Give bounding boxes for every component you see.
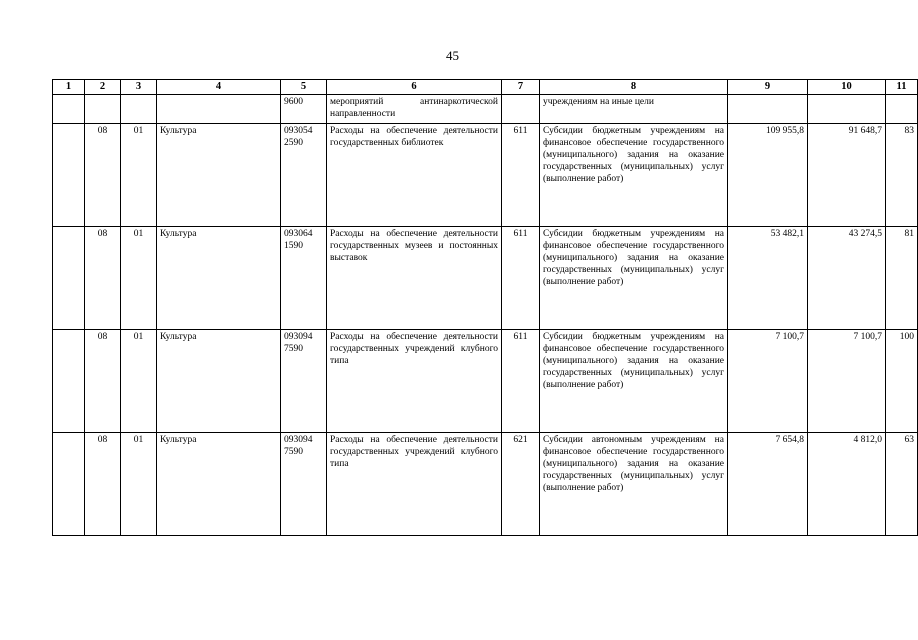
cell-description: Расходы на обеспечение деятельности государственных учреждений клубного типа — [327, 330, 502, 433]
cell-code — [281, 124, 327, 227]
col-header-11: 11 — [886, 80, 918, 95]
cell-section: 08 — [85, 227, 121, 330]
cell-subsection: 01 — [121, 330, 157, 433]
col-header-6: 6 — [327, 80, 502, 95]
cell-section: 08 — [85, 124, 121, 227]
cell-actual: 7 100,7 — [808, 330, 886, 433]
page-number: 45 — [446, 48, 459, 63]
cell-empty — [53, 433, 85, 536]
cell-recipient: Субсидии автономным учреждениям на финансовое обеспечение государственного (муниципального) задания на оказание государственных (муниципальных) услуг (выполнение работ) — [540, 433, 728, 536]
table-row — [53, 227, 918, 330]
cell-description: мероприятий антинаркотической направленности — [327, 95, 502, 124]
code-line-2: 2590 — [284, 138, 303, 148]
cell-empty — [85, 95, 121, 124]
cell-actual: 4 812,0 — [808, 433, 886, 536]
cell-description: Расходы на обеспечение деятельности государственных учреждений клубного типа — [327, 433, 502, 536]
col-header-4: 4 — [157, 80, 281, 95]
code-line-2: 7590 — [284, 447, 303, 457]
cell-plan: 109 955,8 — [728, 124, 808, 227]
cell-subsection: 01 — [121, 124, 157, 227]
cell-code: 9600 — [281, 95, 327, 124]
table-row — [53, 330, 918, 433]
cell-percent: 100 — [886, 330, 918, 433]
cell-recipient: Субсидии бюджетным учреждениям на финансовое обеспечение государственного (муниципального) задания на оказание государственных (муниципальных) услуг (выполнение работ) — [540, 227, 728, 330]
cell-name: Культура — [157, 330, 281, 433]
cell-name: Культура — [157, 433, 281, 536]
budget-table — [52, 79, 918, 536]
col-header-10: 10 — [808, 80, 886, 95]
cell-subsection: 01 — [121, 433, 157, 536]
table-row — [53, 433, 918, 536]
col-header-7: 7 — [502, 80, 540, 95]
cell-code — [281, 227, 327, 330]
cell-section: 08 — [85, 433, 121, 536]
cell-empty — [808, 95, 886, 124]
code-line-1: 093094 — [284, 435, 313, 445]
cell-empty — [502, 95, 540, 124]
cell-expense-type: 621 — [502, 433, 540, 536]
cell-expense-type: 611 — [502, 124, 540, 227]
cell-actual: 91 648,7 — [808, 124, 886, 227]
continuation-row — [53, 95, 918, 124]
cell-empty — [886, 95, 918, 124]
cell-actual: 43 274,5 — [808, 227, 886, 330]
cell-description: Расходы на обеспечение деятельности государственных музеев и постоянных выставок — [327, 227, 502, 330]
cell-section: 08 — [85, 330, 121, 433]
code-line-2: 1590 — [284, 241, 303, 251]
cell-percent: 63 — [886, 433, 918, 536]
cell-percent: 81 — [886, 227, 918, 330]
cell-recipient: Субсидии бюджетным учреждениям на финансовое обеспечение государственного (муниципального) задания на оказание государственных (муниципальных) услуг (выполнение работ) — [540, 124, 728, 227]
cell-empty — [53, 124, 85, 227]
header-row — [53, 80, 918, 95]
cell-code — [281, 433, 327, 536]
cell-empty — [121, 95, 157, 124]
col-header-8: 8 — [540, 80, 728, 95]
code-line-1: 093064 — [284, 229, 313, 239]
cell-plan: 53 482,1 — [728, 227, 808, 330]
cell-code — [281, 330, 327, 433]
cell-plan: 7 100,7 — [728, 330, 808, 433]
cell-plan: 7 654,8 — [728, 433, 808, 536]
cell-recipient: учреждениям на иные цели — [540, 95, 728, 124]
cell-expense-type: 611 — [502, 330, 540, 433]
cell-empty — [53, 95, 85, 124]
cell-empty — [53, 227, 85, 330]
cell-name: Культура — [157, 227, 281, 330]
cell-expense-type: 611 — [502, 227, 540, 330]
col-header-1: 1 — [53, 80, 85, 95]
code-line-1: 093094 — [284, 332, 313, 342]
cell-name: Культура — [157, 124, 281, 227]
cell-empty — [53, 330, 85, 433]
table-row — [53, 124, 918, 227]
col-header-5: 5 — [281, 80, 327, 95]
code-line-2: 7590 — [284, 344, 303, 354]
col-header-9: 9 — [728, 80, 808, 95]
cell-recipient: Субсидии бюджетным учреждениям на финансовое обеспечение государственного (муниципального) задания на оказание государственных (муниципальных) услуг (выполнение работ) — [540, 330, 728, 433]
cell-description: Расходы на обеспечение деятельности государственных библиотек — [327, 124, 502, 227]
code-line-1: 093054 — [284, 126, 313, 136]
cell-empty — [157, 95, 281, 124]
col-header-2: 2 — [85, 80, 121, 95]
col-header-3: 3 — [121, 80, 157, 95]
cell-empty — [728, 95, 808, 124]
cell-subsection: 01 — [121, 227, 157, 330]
cell-percent: 83 — [886, 124, 918, 227]
